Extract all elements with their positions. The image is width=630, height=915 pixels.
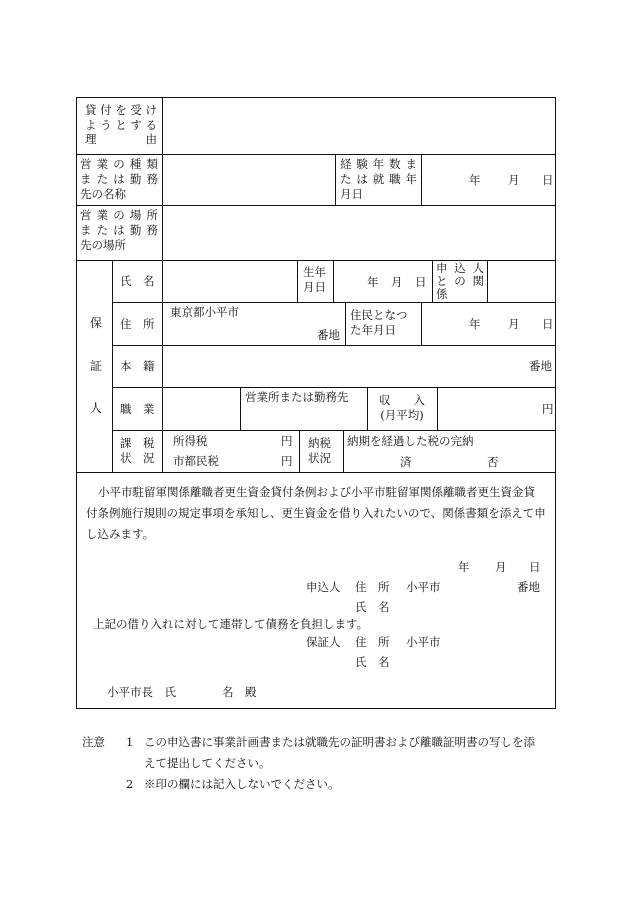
rule — [345, 302, 346, 345]
birth-month: 月 — [391, 275, 403, 289]
relation-label: 申込人 との関 係 — [436, 261, 484, 301]
note-2-text: ※印の欄には記入しないでください。 — [144, 777, 340, 791]
rule — [335, 154, 336, 205]
rule — [112, 260, 113, 472]
rule — [299, 430, 300, 472]
note-1-line-1: この申込書に事業計画書または就職先の証明書および離職証明書の写しを添 — [144, 735, 535, 749]
city-tax-label: 市都民税 — [173, 454, 219, 468]
rule — [112, 430, 555, 431]
rule — [162, 98, 163, 260]
experience-month: 月 — [508, 173, 520, 187]
rule — [333, 260, 334, 302]
guarantor-sign-label: 保証人 — [306, 635, 341, 649]
resident-month: 月 — [508, 317, 520, 331]
applicant-label: 申込人 — [306, 580, 341, 594]
settled-option[interactable]: 済 — [400, 455, 412, 469]
guarantor-name-field[interactable] — [164, 262, 295, 300]
not-settled-option[interactable]: 否 — [487, 455, 499, 469]
business-type-label: 営業の種類 または勤務 先の名称 — [80, 157, 158, 201]
experience-label: 経験年数ま たは就職年 月日 — [340, 157, 417, 201]
statement-date-year: 年 — [458, 560, 470, 574]
tax-status-label: 課 税 状 況 — [120, 436, 155, 465]
statement-date-day: 日 — [529, 560, 541, 574]
domicile-suffix: 番地 — [529, 359, 552, 373]
rule — [343, 430, 344, 472]
statement-date-month: 月 — [495, 560, 507, 574]
rule — [112, 345, 555, 346]
reason-field[interactable] — [164, 100, 552, 152]
applicant-address-city[interactable]: 小平市 — [406, 580, 441, 594]
statement-text: 小平市駐留軍関係離職者更生資金貸付条例および小平市駐留軍関係離職者更生資金貸 付条例施行規則の規定事項を承知し、更生資金を借り入れたいので、関係書類を添えて申 し込みます。 — [86, 485, 546, 541]
income-tax-label: 所得税 — [173, 434, 208, 448]
guarantor-side-label-1: 保 — [90, 316, 103, 330]
guarantor-sign-name-label: 氏 名 — [355, 655, 390, 669]
rule — [487, 260, 488, 302]
rule — [112, 387, 555, 388]
note-1-line-2: えて提出してください。 — [144, 756, 271, 770]
workplace-label: 営業所または勤務先 — [245, 390, 349, 404]
rule — [162, 260, 163, 472]
birth-day: 日 — [415, 275, 427, 289]
income-unit: 円 — [542, 402, 554, 416]
relation-field[interactable] — [489, 262, 552, 300]
guarantor-sign-address-label: 住 所 — [355, 635, 390, 649]
payment-status-label: 納税 状況 — [308, 436, 331, 465]
rule — [77, 154, 555, 155]
birth-year: 年 — [367, 275, 379, 289]
domicile-label: 本 籍 — [120, 359, 155, 373]
addressee-suffix: 名 殿 — [222, 685, 257, 699]
application-form — [76, 97, 556, 709]
reason-label: 貸付を受け ようとする 理 由 — [85, 103, 157, 146]
domicile-field[interactable] — [164, 347, 524, 385]
rule — [112, 302, 555, 303]
business-place-field[interactable] — [164, 207, 552, 258]
overdue-tax-label: 納期を経過した税の完納 — [347, 434, 474, 448]
guarantor-address-label: 住 所 — [120, 317, 155, 331]
note-1-number: 1 — [126, 735, 134, 749]
job-label: 職 業 — [120, 402, 155, 416]
rule — [421, 302, 422, 345]
note-2-number: 2 — [126, 777, 134, 791]
addressee: 小平市長 氏 — [107, 685, 176, 699]
resident-day: 日 — [542, 317, 554, 331]
job-field[interactable] — [164, 389, 238, 428]
rule — [432, 260, 433, 302]
rule — [297, 260, 298, 302]
experience-year: 年 — [469, 173, 481, 187]
guarantor-address-suffix: 番地 — [317, 328, 340, 342]
rule — [77, 205, 555, 206]
rule — [421, 154, 422, 205]
resident-year: 年 — [469, 317, 481, 331]
income-tax-unit: 円 — [281, 434, 293, 448]
business-place-label: 営業の場所 または勤務 先の場所 — [80, 208, 158, 252]
rule — [367, 387, 368, 430]
applicant-name-label: 氏 名 — [355, 600, 390, 614]
applicant-address-label: 住 所 — [355, 580, 390, 594]
business-type-field[interactable] — [164, 156, 332, 203]
applicant-address-suffix: 番地 — [517, 580, 540, 594]
guarantor-side-label-2: 証 — [90, 359, 103, 373]
rule — [437, 387, 438, 430]
resident-since-label: 住民となつ た年月日 — [350, 308, 408, 337]
income-label: 収 入 (月平均) — [379, 393, 425, 422]
guarantor-side-label-3: 人 — [90, 401, 103, 415]
rule — [240, 387, 241, 430]
guarantor-address-value[interactable]: 東京都小平市 — [170, 305, 239, 319]
joint-liability-text: 上記の借り入れに対して連帯して債務を負担します。 — [93, 617, 369, 631]
city-tax-unit: 円 — [281, 454, 293, 468]
notes-title: 注意 — [82, 735, 105, 749]
guarantor-name-label: 氏 名 — [120, 274, 155, 288]
guarantor-sign-city[interactable]: 小平市 — [406, 635, 441, 649]
experience-day: 日 — [542, 173, 554, 187]
rule — [77, 472, 555, 473]
birth-date-label: 生年 月日 — [303, 265, 326, 294]
